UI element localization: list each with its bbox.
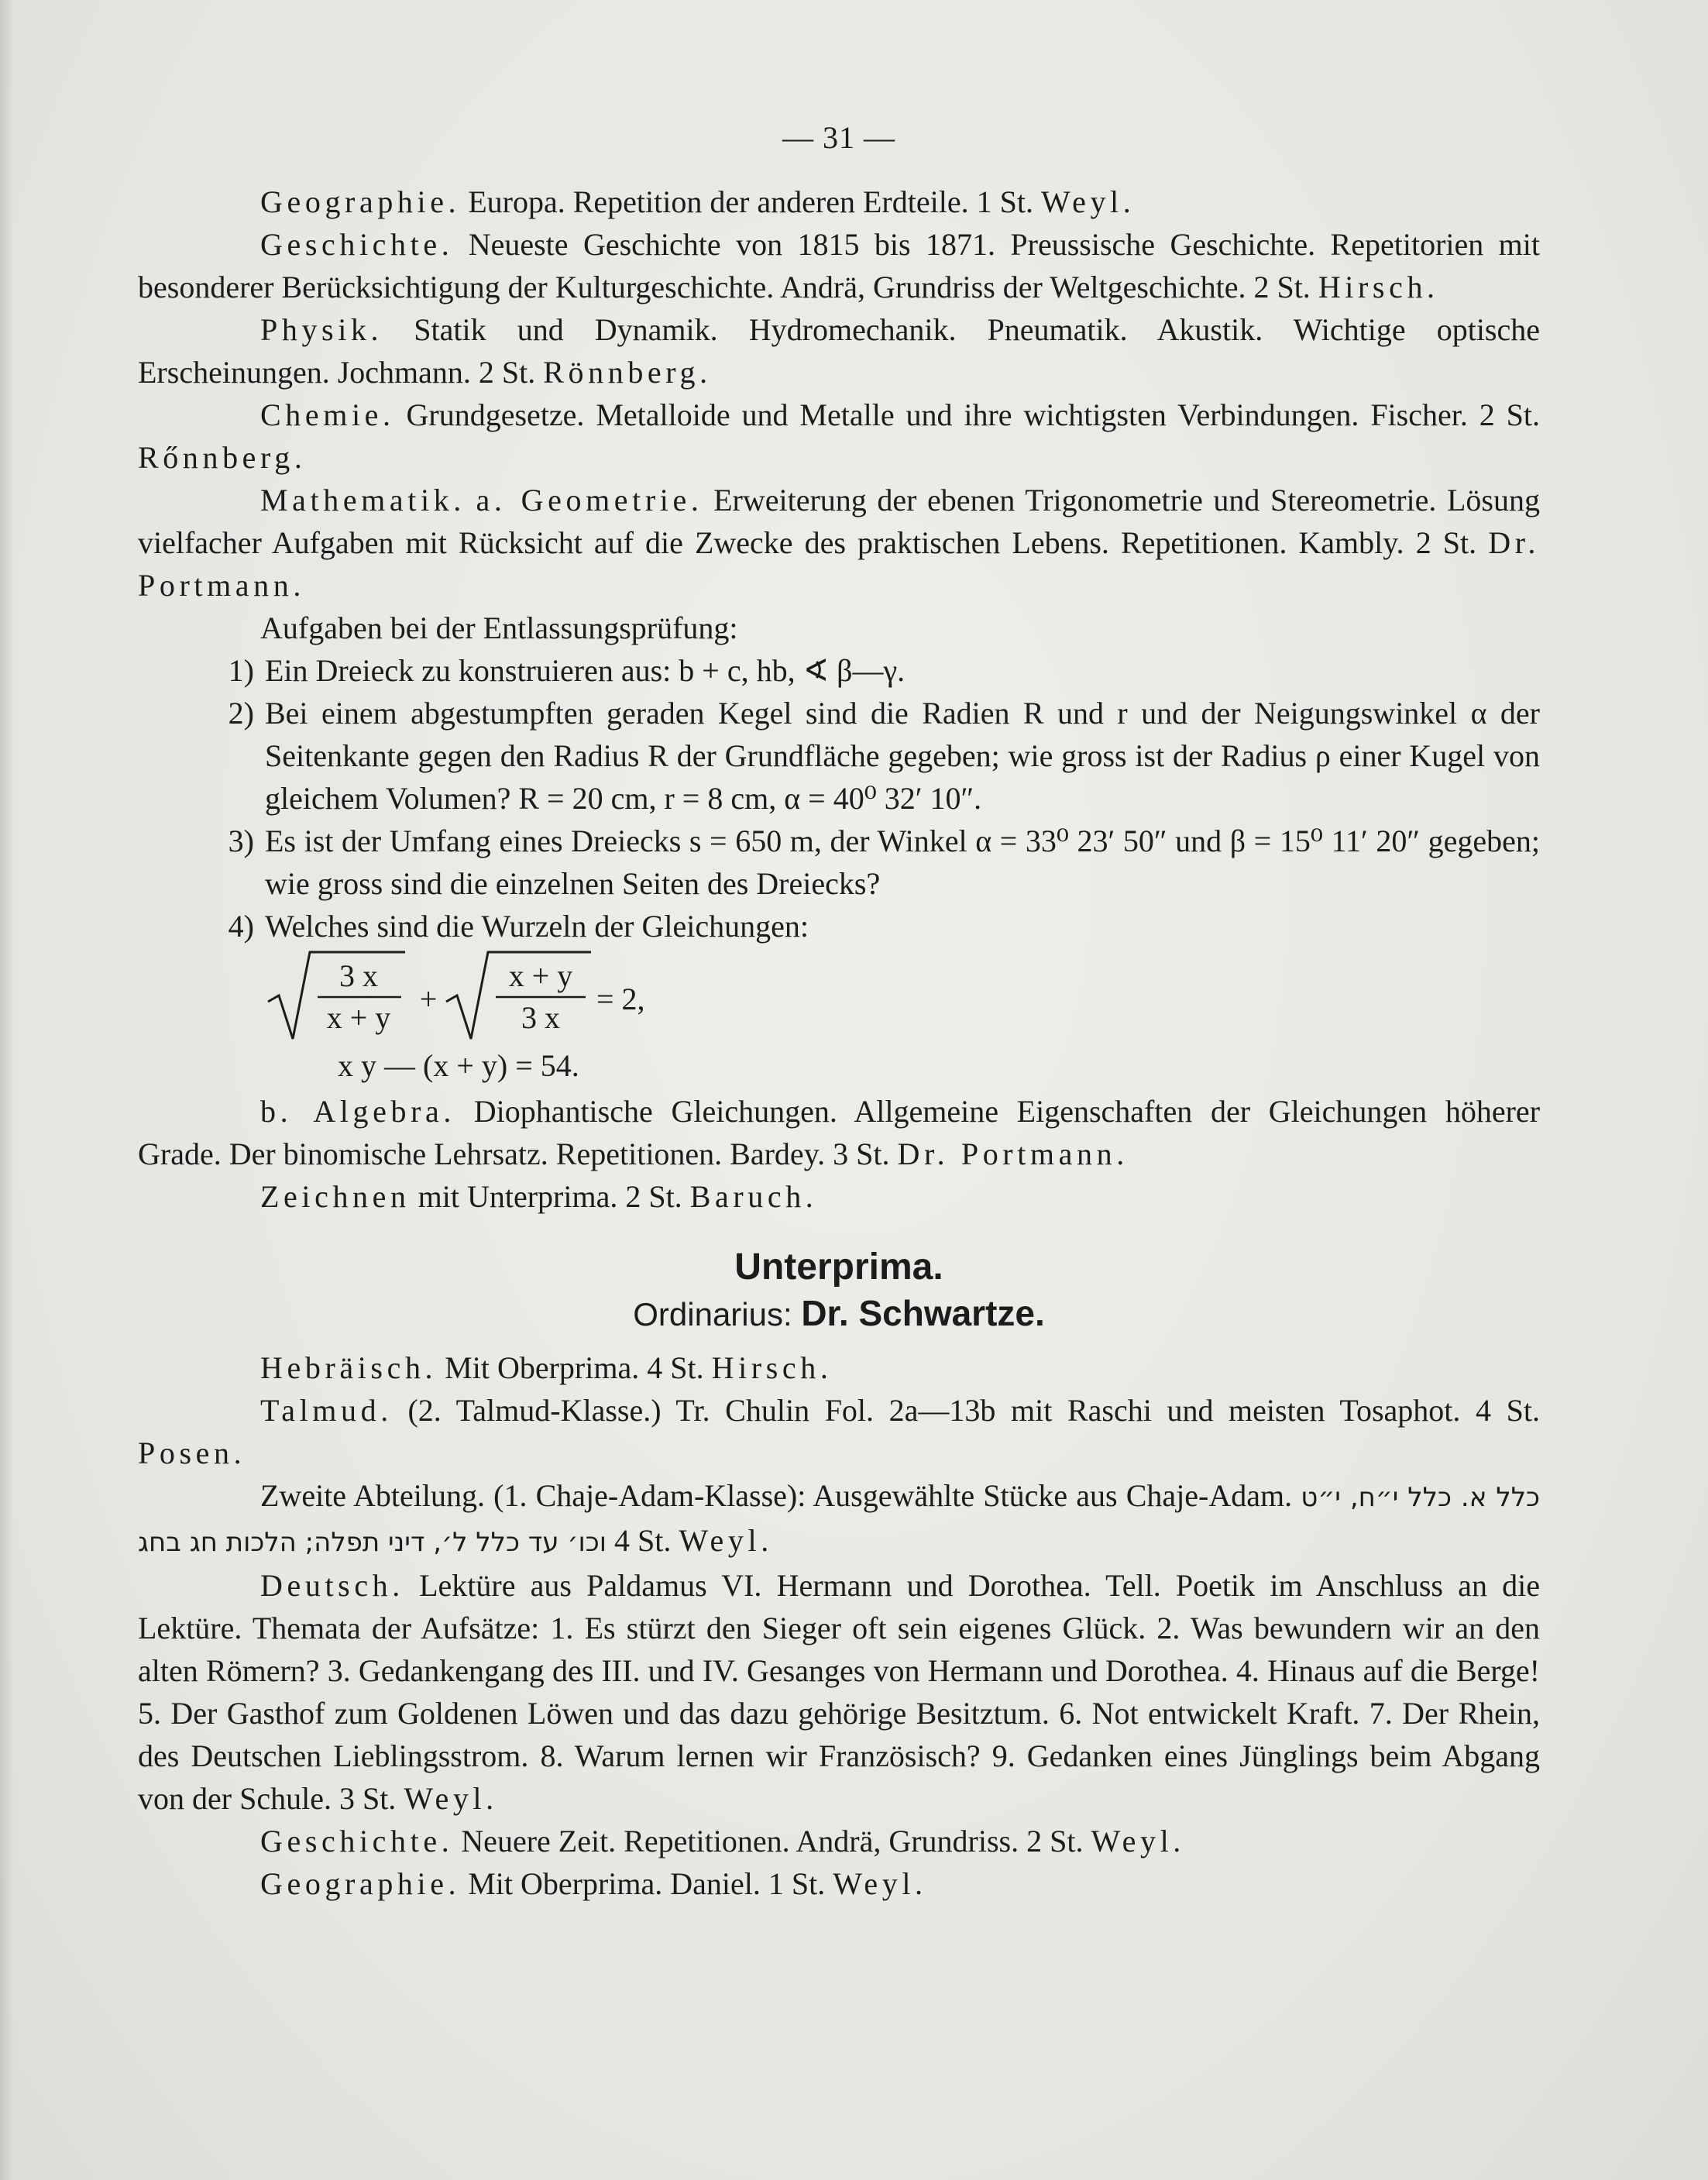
paragraph-geschichte-upper [138, 223, 1540, 308]
teacher-name: Hirsch. [1318, 270, 1439, 304]
paragraph-text: Erweiterung der ebenen Trigonometrie und Stereometrie. Lösung vielfacher Aufgaben mit Rücksicht auf die Zwecke des praktischen Lebens. Repetitionen. Kambly. 2 St. [138, 483, 1540, 560]
ordinarius-line [138, 1291, 1540, 1337]
paragraph-geographie-upper [138, 181, 1540, 223]
equation-rhs: = 2, [596, 982, 645, 1016]
paragraph-text: Europa. Repetition der anderen Erdteile. 1 St. [468, 184, 1033, 219]
teacher-name: Weyl. [1040, 184, 1136, 219]
paragraph-hebraeisch [138, 1346, 1540, 1389]
paragraph-zweite-abteilung [138, 1474, 1540, 1564]
paragraph-text: (2. Talmud-Klasse.) Tr. Chulin Fol. 2a—13b mit Raschi und meisten Tosaphot. 4 St. [407, 1393, 1540, 1428]
subject-label: Deutsch. [260, 1568, 404, 1603]
teacher-name: Dr. Portmann. [138, 525, 1541, 603]
item-number: 3) [228, 824, 254, 858]
subject-label: Physik. [260, 312, 383, 347]
teacher-name: Dr. Portmann. [897, 1136, 1129, 1171]
paragraph-text: Neuere Zeit. Repetitionen. Andrä, Grundriss. 2 St. [461, 1824, 1084, 1859]
item-text: Ein Dreieck zu konstruieren aus: b + c, hb, ∢ β—γ. [265, 653, 906, 688]
aufgaben-list [138, 649, 1540, 947]
subject-label: Geschichte. [260, 1824, 454, 1859]
frac2-denominator: 3 x [521, 1000, 560, 1035]
paragraph-text: Diophantische Gleichungen. Allgemeine Eigenschaften der Gleichungen höherer Grade. Der binomische Lehrsatz. Repetitionen. Bardey. 3 St. [138, 1094, 1541, 1171]
list-item [138, 692, 1540, 820]
list-item [138, 905, 1540, 947]
item-number: 4) [228, 909, 254, 944]
teacher-name: Weyl. [833, 1866, 927, 1901]
paragraph-geschichte-lower [138, 1820, 1540, 1862]
hebrew-text: כלל א. כלל י״ח, י״ט וכו׳ עד כלל ל׳, דיני תפלה; הלכות חג בחג [138, 1482, 1541, 1558]
frac1-denominator: x + y [326, 1000, 391, 1035]
list-item [138, 820, 1540, 905]
paragraph-geographie-lower [138, 1862, 1540, 1905]
equation-second: x y — (x + y) = 54. [338, 1048, 579, 1083]
subsection-label: a. Geometrie. [476, 483, 703, 517]
plus-sign: + [419, 982, 438, 1016]
item-number: 1) [228, 653, 254, 688]
paragraph-algebra [138, 1090, 1540, 1175]
teacher-name: Baruch. [689, 1179, 818, 1214]
subject-label: Zeichnen [260, 1179, 411, 1214]
teacher-name: Hirsch. [711, 1350, 833, 1385]
paragraph-deutsch [138, 1564, 1540, 1820]
equation-graphic [262, 947, 804, 1044]
paragraph-text: Zweite Abteilung. (1. Chaje-Adam-Klasse): Ausgewählte Stücke aus Chaje-Adam. [260, 1478, 1293, 1513]
section-heading: Unterprima. [734, 1246, 943, 1288]
teacher-name: Weyl. [404, 1781, 498, 1816]
paragraph-mathematik [138, 479, 1540, 607]
paragraph-text: Grundgesetze. Metalloide und Metalle und ihre wichtigsten Verbindungen. Fischer. 2 St. [406, 397, 1541, 432]
subject-label: Geographie. [260, 184, 461, 219]
paragraph-talmud [138, 1389, 1540, 1474]
paragraph-text: Neueste Geschichte von 1815 bis 1871. Preussische Geschichte. Repetitorien mit besonderer Berücksichtigung der Kulturgeschichte. Andrä, Grundriss der Weltgeschichte. 2 St. [138, 227, 1541, 304]
ordinarius-name: Dr. Schwartze. [801, 1293, 1045, 1333]
equation-radicals [262, 947, 1540, 1044]
teacher-name: Weyl. [679, 1523, 773, 1558]
paragraph-physik [138, 308, 1540, 394]
item-text: Bei einem abgestumpften geraden Kegel sind die Radien R und r und der Neigungswinkel α der Seitenkante gegen den Radius R der Grundfläche gegeben; wie gross ist der Radius ρ einer Kugel von gleichem Volumen? R = 20 cm, r = 8 cm, α = 40⁰ 32′ 10″. [265, 696, 1540, 816]
document-body [138, 116, 1540, 1905]
frac1-numerator: 3 x [339, 958, 378, 993]
item-text: Es ist der Umfang eines Dreiecks s = 650 m, der Winkel α = 33⁰ 23′ 50″ und β = 15⁰ 11′ 20″ gegeben; wie gross sind die einzelnen Seiten des Dreiecks? [265, 824, 1540, 901]
subject-label: Chemie. [260, 397, 395, 432]
subject-label: Hebräisch. [260, 1350, 438, 1385]
subject-label: Talmud. [260, 1393, 393, 1428]
subsection-label: b. Algebra. [260, 1094, 455, 1129]
paragraph-text: Statik und Dynamik. Hydromechanik. Pneumatik. Akustik. Wichtige optische Erscheinungen. Jochmann. 2 St. [138, 312, 1541, 390]
teacher-name: Rönnberg. [543, 355, 712, 390]
page-number: — 31 — [782, 120, 895, 155]
subject-label: Geographie. [260, 1866, 461, 1901]
paragraph-text: 4 St. [614, 1523, 672, 1558]
teacher-name: Weyl. [1091, 1824, 1185, 1859]
ordinarius-label: Ordinarius: [633, 1296, 792, 1332]
paragraph-zeichnen [138, 1175, 1540, 1218]
frac2-numerator: x + y [508, 958, 573, 993]
aufgaben-intro: Aufgaben bei der Entlassungsprüfung: [260, 610, 738, 645]
item-text: Welches sind die Wurzeln der Gleichungen: [265, 909, 809, 944]
paragraph-text: Mit Oberprima. Daniel. 1 St. [468, 1866, 826, 1901]
subject-label: Mathematik. [260, 483, 466, 517]
item-number: 2) [228, 696, 254, 731]
paragraph-text: Mit Oberprima. 4 St. [445, 1350, 704, 1385]
paragraph-text: Lektüre aus Paldamus VI. Hermann und Dorothea. Tell. Poetik im Anschluss an die Lektüre. Themata der Aufsätze: 1. Es stürzt den Sieger oft sein eigenes Glück. 2. Was bewundern wir an den alten Römern? 3. Gedankengang des III. und IV. Gesanges von Hermann und Dorothea. 4. Hinaus auf die Berge! 5. Der Gasthof zum Goldenen Löwen und das dazu gehörige Besitztum. 6. Not entwickelt Kraft. 7. Der Rhein, des Deutschen Lieblingsstrom. 8. Warum lernen wir Französisch? 9. Gedanken eines Jünglings beim Abgang von der Schule. 3 St. [138, 1568, 1541, 1816]
paragraph-chemie [138, 394, 1540, 479]
paragraph-text: mit Unterprima. 2 St. [418, 1179, 682, 1214]
list-item [138, 649, 1540, 692]
scan-edge-shadow [0, 0, 14, 2180]
teacher-name: Rőnnberg. [138, 440, 307, 475]
subject-label: Geschichte. [260, 227, 454, 262]
teacher-name: Posen. [138, 1436, 246, 1470]
